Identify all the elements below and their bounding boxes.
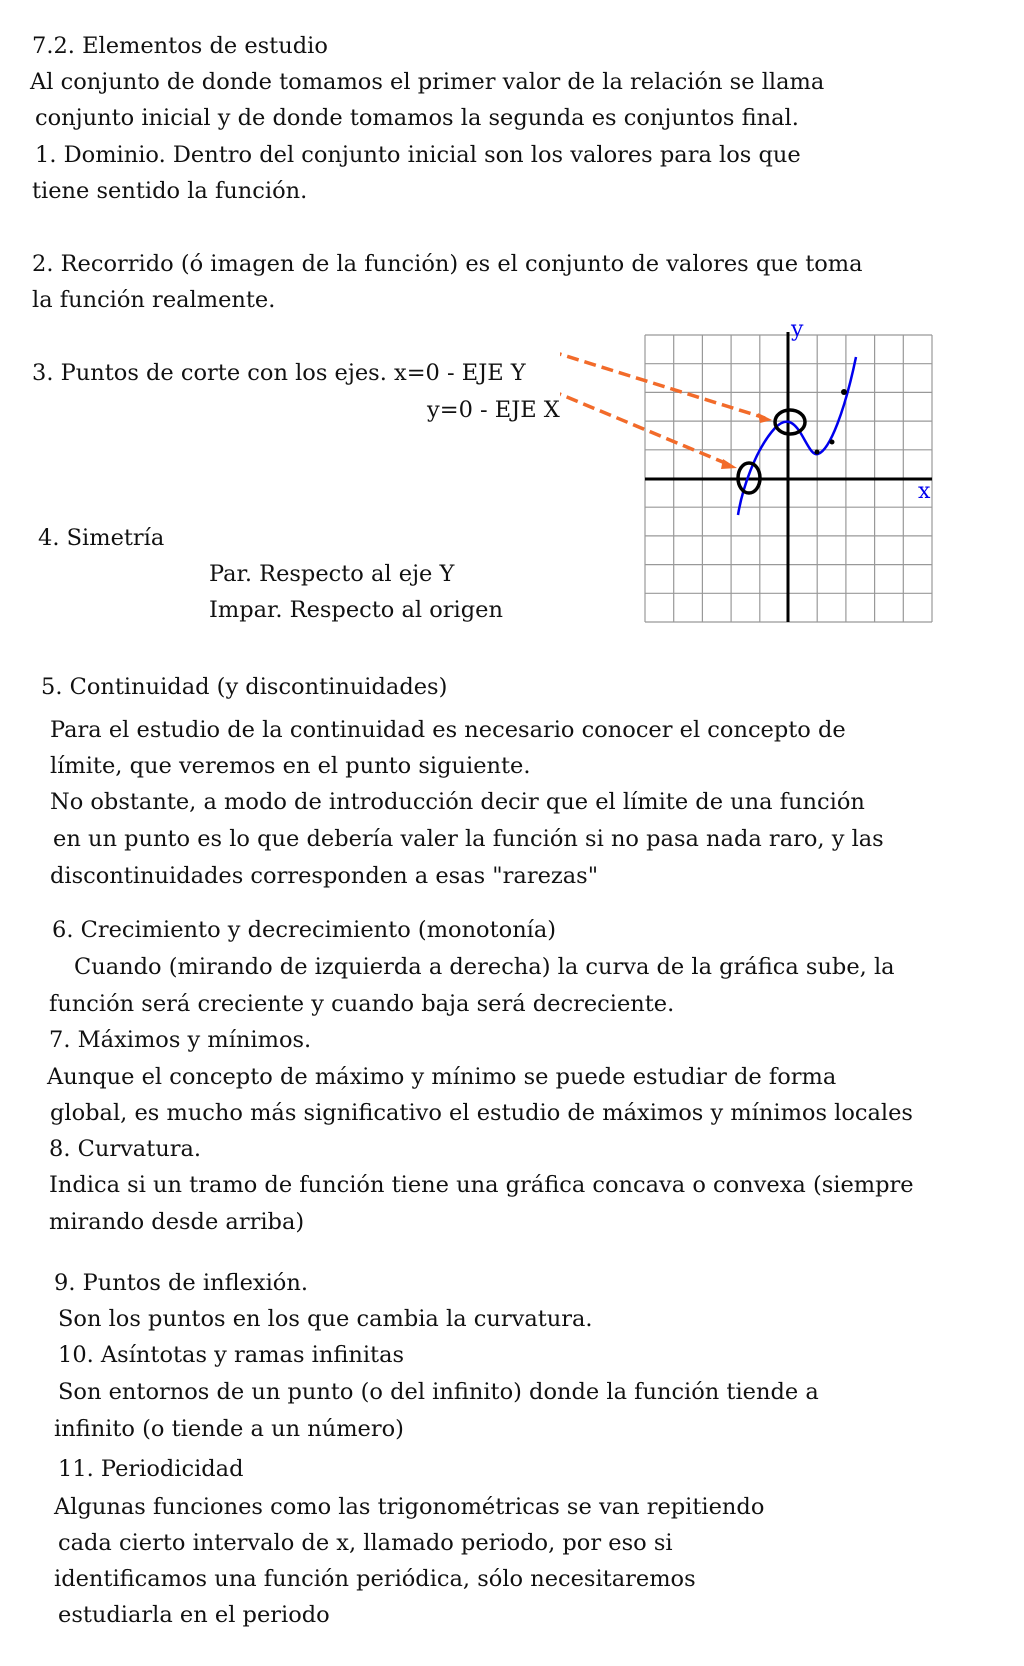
text-line: identificamos una función periódica, sólo necesitaremos (54, 1566, 696, 1592)
text-line: 6. Crecimiento y decrecimiento (monotonía) (52, 917, 557, 943)
text-line: Para el estudio de la continuidad es necesario conocer el concepto de (50, 717, 846, 743)
text-line: Algunas funciones como las trigonométricas se van repitiendo (54, 1494, 765, 1520)
text-line: 8. Curvatura. (49, 1136, 202, 1162)
text-line: 11. Periodicidad (58, 1456, 244, 1482)
text-line: conjunto inicial y de donde tomamos la segunda es conjuntos final. (35, 105, 799, 131)
text-line: 7. Máximos y mínimos. (49, 1027, 312, 1053)
x-axis-label: x (918, 479, 931, 504)
text-line: Aunque el concepto de máximo y mínimo se puede estudiar de forma (47, 1064, 837, 1090)
text-line: límite, que veremos en el punto siguiente. (50, 753, 531, 779)
text-line: 5. Continuidad (y discontinuidades) (41, 674, 448, 700)
text-line: No obstante, a modo de introducción decir que el límite de una función (50, 789, 865, 815)
text-line: 1. Dominio. Dentro del conjunto inicial son los valores para los que (35, 142, 801, 168)
text-line: la función realmente. (32, 287, 276, 313)
text-line: estudiarla en el periodo (58, 1602, 330, 1628)
text-line: Indica si un tramo de función tiene una gráfica concava o convexa (siempre (49, 1172, 914, 1198)
text-line: cada cierto intervalo de x, llamado periodo, por eso si (58, 1530, 673, 1556)
text-line: 9. Puntos de inflexión. (54, 1270, 308, 1296)
text-line: Son entornos de un punto (o del infinito) donde la función tiende a (58, 1379, 819, 1405)
text-line: mirando desde arriba) (49, 1209, 305, 1235)
text-line: infinito (o tiende a un número) (54, 1416, 404, 1442)
arrow-head-icon (721, 459, 737, 469)
text-line: Impar. Respecto al origen (209, 597, 503, 623)
text-line: función será creciente y cuando baja será decreciente. (49, 991, 675, 1017)
text-line: 7.2. Elementos de estudio (32, 33, 328, 59)
point (815, 450, 820, 455)
text-line: global, es mucho más significativo el estudio de máximos y mínimos locales (50, 1100, 913, 1126)
y-axis-label: y (791, 317, 804, 342)
text-line: 2. Recorrido (ó imagen de la función) es el conjunto de valores que toma (32, 251, 863, 277)
text-line: Cuando (mirando de izquierda a derecha) la curva de la gráfica sube, la (74, 954, 895, 980)
text-line: tiene sentido la función. (32, 178, 308, 204)
text-line: Par. Respecto al eje Y (209, 561, 455, 587)
point (830, 440, 835, 445)
function-graph (560, 300, 1024, 640)
text-line: Al conjunto de donde tomamos el primer valor de la relación se llama (30, 69, 825, 95)
text-line: Son los puntos en los que cambia la curvatura. (58, 1306, 593, 1332)
text-line: discontinuidades corresponden a esas "rarezas" (50, 863, 599, 889)
text-line: 3. Puntos de corte con los ejes. x=0 - EJE Y (32, 360, 526, 386)
text-line: y=0 - EJE X (427, 397, 560, 423)
text-line: 4. Simetría (38, 525, 165, 551)
text-line: 10. Asíntotas y ramas infinitas (58, 1342, 405, 1368)
text-line: en un punto es lo que debería valer la función si no pasa nada raro, y las (53, 826, 884, 852)
point (841, 389, 847, 395)
